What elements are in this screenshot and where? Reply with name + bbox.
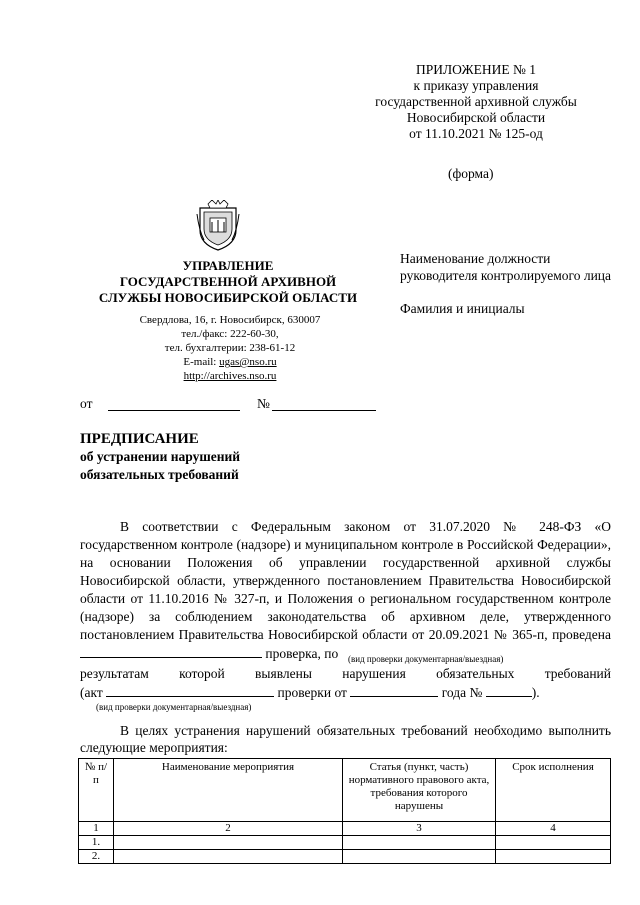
org-line: ГОСУДАРСТВЕННОЙ АРХИВНОЙ [119, 274, 337, 289]
coat-of-arms-icon [196, 200, 240, 252]
header-deadline: Срок исполнения [496, 759, 611, 822]
table-row [79, 836, 611, 850]
appendix-line: к приказу управления [413, 78, 539, 93]
paragraph-text: года № [441, 685, 483, 700]
measures-table [78, 758, 611, 864]
paragraph-2a: результатам которой выявлены нарушения обязательных требований [80, 666, 611, 681]
table-cell: 4 [496, 822, 611, 836]
table-header-row [79, 759, 611, 822]
form-label: (форма) [448, 166, 494, 181]
site-link[interactable]: http://archives.nso.ru [183, 370, 277, 382]
title-main: ПРЕДПИСАНИЕ [80, 431, 199, 447]
address: Свердлова, 16, г. Новосибирск, 630007 [139, 314, 321, 326]
recipient-block [400, 250, 620, 317]
appendix-line: Новосибирской области [406, 110, 546, 125]
table-cell: 1 [79, 822, 114, 836]
number-field[interactable] [272, 410, 376, 411]
table-cell[interactable] [343, 850, 496, 864]
paragraph-text: (акт [80, 685, 103, 700]
table-cell: 2. [79, 850, 114, 864]
paragraph-1 [80, 518, 611, 663]
check-type-field[interactable] [80, 644, 262, 658]
paragraph-text: проверка, по [265, 646, 339, 661]
field-hint: (вид проверки документарная/выездная) [348, 654, 504, 664]
paragraph-text: ). [531, 685, 540, 700]
accounting-phone: тел. бухгалтерии: 238-61-12 [164, 342, 296, 354]
paragraph-text: В соответствии с Федеральным законом от 31.07.2020 № 248-ФЗ «О государственном контроле (надзоре) и муниципальном контроле в Российской Федерации», на основании Положения об управлении государственной архивной службы Новосибирской области, утвержденного постановлением Правительства Новосибирской области от 11.10.2016 № 327-п, и Положения о региональном государственном контроле (надзоре) за соблюдением законодательства об архивном деле, утвержденного постановлением Правительства Новосибирской области от 20.09.2021 № 365-п, проведена [80, 519, 611, 642]
appendix-block [360, 62, 592, 142]
document-body [80, 518, 611, 663]
header-number: № п/п [79, 759, 114, 822]
org-line: СЛУЖБЫ НОВОСИБИРСКОЙ ОБЛАСТИ [98, 290, 358, 305]
table-row [79, 850, 611, 864]
header-article: Статья (пункт, часть) нормативного правового акта, требования которого нарушены [343, 759, 496, 822]
table-cell[interactable] [114, 850, 343, 864]
paragraph-3: В целях устранения нарушений обязательных требований необходимо выполнить следующие мероприятия: [80, 723, 611, 755]
phone: тел./факс: 222-60-30, [181, 328, 279, 340]
table-cell[interactable] [496, 850, 611, 864]
org-line: УПРАВЛЕНИЕ [182, 258, 274, 273]
act-date-field[interactable] [350, 683, 438, 697]
table-cell[interactable] [496, 836, 611, 850]
appendix-title: ПРИЛОЖЕНИЕ № 1 [415, 62, 537, 77]
title-sub: об устранении нарушений [80, 449, 241, 464]
table-cell: 1. [79, 836, 114, 850]
table-cell: 3 [343, 822, 496, 836]
recipient-name: Фамилия и инициалы [400, 301, 525, 316]
email-link[interactable]: ugas@nso.ru [219, 356, 277, 368]
table-cell[interactable] [343, 836, 496, 850]
date-field[interactable] [108, 410, 240, 411]
title-sub: обязательных требований [80, 467, 239, 482]
table-cell: 2 [114, 822, 343, 836]
email-label: E-mail: [183, 356, 220, 368]
header-measure: Наименование мероприятия [114, 759, 343, 822]
date-label: от [80, 396, 93, 411]
paragraph-text: проверки от [277, 685, 347, 700]
organization-name [80, 258, 376, 306]
number-label: № [257, 396, 270, 411]
appendix-line: государственной архивной службы [375, 94, 577, 109]
table-cell[interactable] [114, 836, 343, 850]
recipient-position: Наименование должности руководителя контролируемого лица [400, 251, 612, 283]
act-number-field[interactable] [486, 683, 532, 697]
act-field[interactable] [106, 683, 274, 697]
contacts-block [120, 313, 340, 383]
email-line [120, 355, 340, 369]
document-title [80, 430, 240, 484]
table-numbering-row [79, 822, 611, 836]
site-line [120, 369, 340, 383]
paragraph-2b [80, 683, 540, 702]
field-hint: (вид проверки документарная/выездная) [96, 702, 252, 712]
appendix-date: от 11.10.2021 № 125-од [409, 126, 543, 141]
